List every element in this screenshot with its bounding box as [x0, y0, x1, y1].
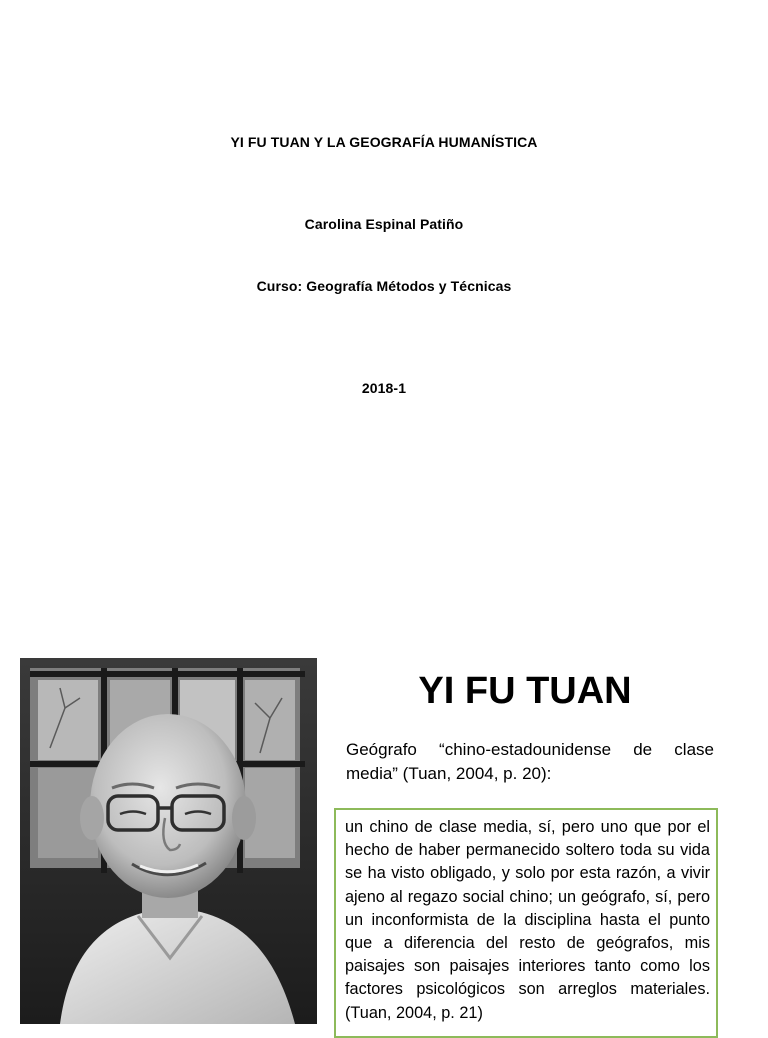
bio-intro: Geógrafo “chino-estadounidense de clase media” (Tuan, 2004, p. 20):: [346, 740, 714, 783]
portrait-photo: [20, 658, 317, 1024]
course-name: Curso: Geografía Métodos y Técnicas: [256, 278, 512, 294]
document-title: YI FU TUAN Y LA GEOGRAFÍA HUMANÍSTICA: [230, 134, 538, 150]
author-name: Carolina Espinal Patiño: [304, 216, 464, 232]
bio-heading: YI FU TUAN: [418, 670, 632, 712]
quote-text: un chino de clase media, sí, pero uno que por el hecho de haber permanecido soltero toda su vida se ha visto obligado, y solo por esta razón, a vivir ajeno al regazo social chino; un geógrafo, sí, pero un inconformista de la disciplina hasta el punto que a diferencia del resto de geógrafos, mis paisajes son paisajes interiores tanto como los factores psicológicos son arreglos materiales. (Tuan, 2004, p. 21): [345, 818, 710, 1022]
term-label: 2018-1: [361, 380, 407, 396]
quote-box: [334, 808, 718, 1038]
